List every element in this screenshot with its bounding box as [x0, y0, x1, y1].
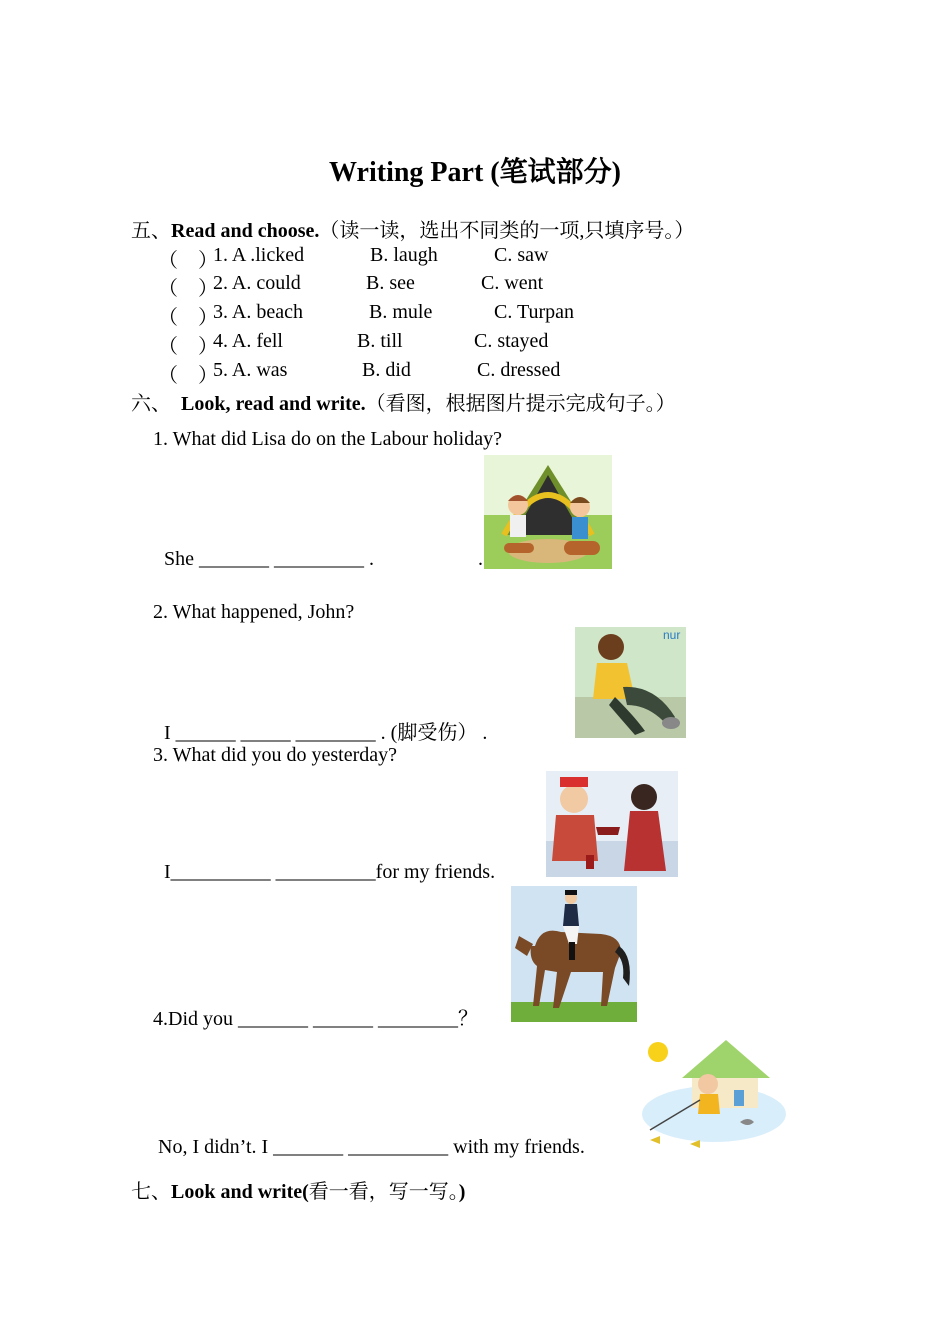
- section-6-heading: [131, 387, 676, 416]
- option-a: 1. A .licked: [213, 244, 305, 266]
- question-3: 3. What did you do yesterday?: [153, 744, 398, 766]
- section-6-title: Look, read and write.: [181, 393, 366, 415]
- section-7-close: ): [458, 1181, 466, 1203]
- answer-paren[interactable]: （ ）: [158, 250, 218, 272]
- stray-dot: .: [478, 548, 483, 570]
- page-title: Writing Part (笔试部分): [329, 157, 621, 188]
- answer-line-4[interactable]: No, I didn’t. I _______ __________ with my friends.: [158, 1136, 585, 1158]
- option-b: B. till: [357, 330, 403, 352]
- answer-line-3[interactable]: I__________ __________for my friends.: [164, 861, 496, 883]
- fishing-picture: [630, 1030, 788, 1155]
- camping-picture: [484, 455, 612, 569]
- kitchen-illustration: [546, 771, 678, 877]
- hurt-foot-picture: [575, 627, 686, 738]
- section-7-instruction: 看一看，写一写。: [308, 1181, 459, 1203]
- option-b: B. see: [366, 272, 415, 294]
- option-c: C. stayed: [474, 330, 549, 352]
- tent-illustration: [484, 455, 612, 569]
- svg-text:nur: nur: [663, 628, 681, 642]
- answer-paren[interactable]: （ ）: [158, 365, 218, 387]
- section-7-title: Look and write(: [171, 1181, 309, 1203]
- boy-sitting-illustration: [575, 627, 686, 738]
- horse-illustration: [511, 886, 637, 1022]
- fishing-illustration: [630, 1030, 788, 1155]
- section-7-number: 七、: [131, 1181, 171, 1203]
- option-c: C. went: [481, 272, 544, 294]
- option-a: 4. A. fell: [213, 330, 283, 352]
- option-c: C. saw: [494, 244, 549, 266]
- section-5-title: Read and choose.: [171, 220, 320, 242]
- cooking-picture: [546, 771, 678, 877]
- question-4: 4.Did you _______ ______ ________？: [153, 1008, 478, 1030]
- section-7-heading: [131, 1175, 465, 1204]
- question-2: 2. What happened, John?: [153, 601, 355, 623]
- option-a: 2. A. could: [213, 272, 301, 294]
- answer-line-2[interactable]: I ______ _____ ________ . (脚受伤） .: [164, 722, 488, 744]
- horse-riding-picture: [511, 886, 637, 1022]
- section-5-instruction: （读一读，选出不同类的一项,只填序号。）: [319, 220, 695, 242]
- answer-line-1[interactable]: She _______ _________ .: [164, 548, 374, 570]
- section-6-number: 六、: [131, 393, 171, 415]
- question-1: 1. What did Lisa do on the Labour holiday?: [153, 428, 502, 450]
- section-5-number: 五、: [131, 220, 171, 242]
- section-6-instruction: （看图，根据图片提示完成句子。）: [365, 393, 676, 415]
- option-c: C. Turpan: [494, 301, 575, 323]
- answer-paren[interactable]: （ ）: [158, 307, 218, 329]
- answer-paren[interactable]: （ ）: [158, 336, 218, 358]
- option-a: 5. A. was: [213, 359, 288, 381]
- option-b: B. laugh: [370, 244, 438, 266]
- option-a: 3. A. beach: [213, 301, 303, 323]
- option-c: C. dressed: [477, 359, 561, 381]
- option-b: B. mule: [369, 301, 433, 323]
- option-b: B. did: [362, 359, 411, 381]
- section-5-heading: [131, 214, 694, 243]
- answer-paren[interactable]: （ ）: [158, 278, 218, 300]
